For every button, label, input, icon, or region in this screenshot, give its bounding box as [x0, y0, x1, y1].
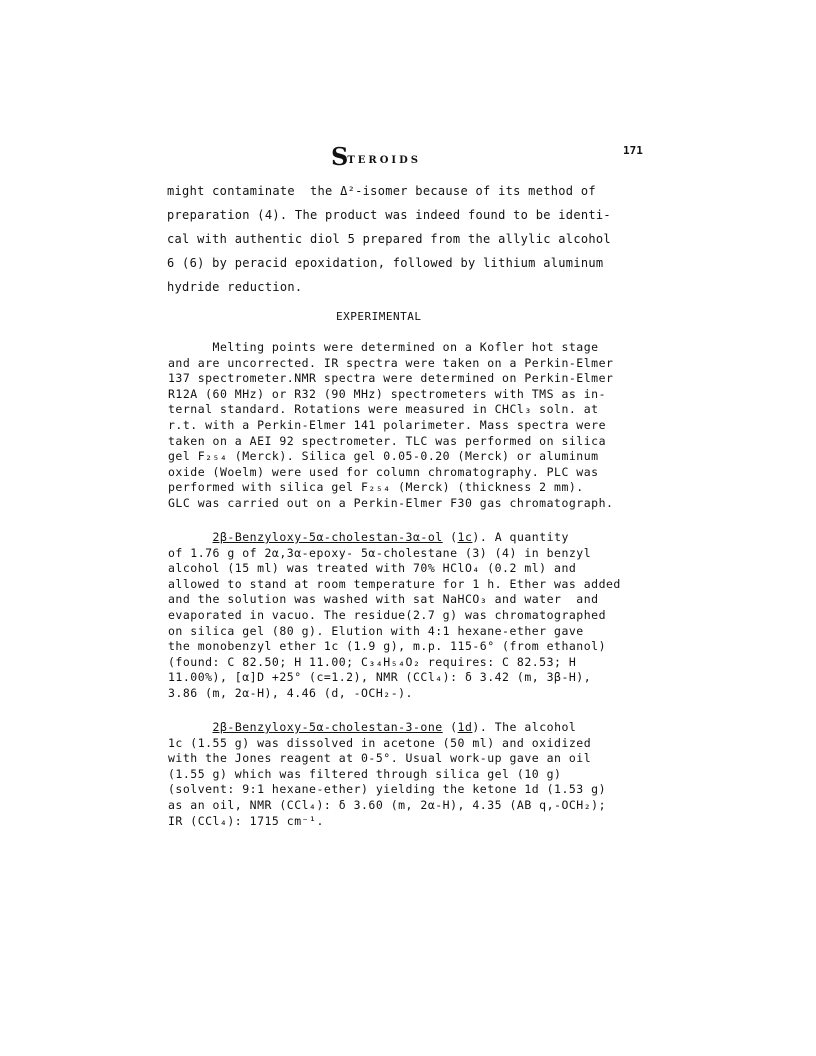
text-line: cal with authentic diol 5 prepared from the allylic alcohol	[167, 232, 611, 246]
journal-logo-rest: TEROIDS	[347, 155, 421, 166]
text-line: of 1.76 g of 2α,3α-epoxy- 5α-cholestane (3) (4) in benzyl	[168, 545, 592, 560]
intro-paragraph	[167, 184, 647, 304]
text-line: oxide (Woelm) were used for column chromatography. PLC was	[168, 464, 599, 479]
compound-1d-paragraph	[168, 720, 658, 829]
text-line: 11.00%), [α]D +25° (c=1.2), NMR (CCl₄): δ 3.42 (m, 3β-H),	[168, 670, 592, 685]
paragraph-lead: The alcohol	[494, 720, 577, 734]
text-line: the monobenzyl ether 1c (1.9 g), m.p. 115-6° (from ethanol)	[168, 639, 606, 654]
text-line: with the Jones reagent at 0-5°. Usual work-up gave an oil	[168, 751, 592, 766]
section-heading: EXPERIMENTAL	[336, 310, 422, 323]
text-line: R12A (60 MHz) or R32 (90 MHz) spectrometers with TMS as in-	[168, 386, 606, 401]
compound-1c-paragraph	[168, 530, 658, 702]
text-line: 6 (6) by peracid epoxidation, followed by lithium aluminum	[167, 256, 604, 270]
text-line: hydride reduction.	[167, 280, 303, 294]
text-line: might contaminate the Δ²-isomer because of its method of	[167, 184, 596, 198]
text-line: as an oil, NMR (CCl₄): δ 3.60 (m, 2α-H), 4.35 (AB q,-OCH₂);	[168, 797, 606, 812]
methods-paragraph	[168, 340, 658, 512]
text-line: (1.55 g) which was filtered through silica gel (10 g)	[168, 766, 562, 781]
text-line: (found: C 82.50; H 11.00; C₃₄H₅₄O₂ requires: C 82.53; H	[168, 654, 577, 669]
journal-logo-initial: S	[331, 142, 348, 171]
text-line: and the solution was washed with sat NaHCO₃ and water and	[168, 592, 599, 607]
text-line: IR (CCl₄): 1715 cm⁻¹.	[168, 813, 324, 828]
text-line: gel F₂₅₄ (Merck). Silica gel 0.05-0.20 (Merck) or aluminum	[168, 449, 599, 464]
text-line: Melting points were determined on a Kofler hot stage	[168, 340, 599, 354]
text-line: (solvent: 9:1 hexane-ether) yielding the ketone 1d (1.53 g)	[168, 782, 606, 797]
journal-logo	[331, 142, 481, 171]
text-line: r.t. with a Perkin-Elmer 141 polarimeter. Mass spectra were	[168, 417, 606, 432]
text-line: allowed to stand at room temperature for 1 h. Ether was added	[168, 576, 621, 591]
compound-title-line: 2β-Benzyloxy-5α-cholestan-3α-ol (1c). A quantity	[212, 530, 569, 544]
compound-title: 2β-Benzyloxy-5α-cholestan-3-one	[212, 720, 443, 734]
text-line: preparation (4). The product was indeed found to be identi-	[167, 208, 611, 222]
compound-label: 1d	[457, 720, 473, 734]
text-line: 3.86 (m, 2α-H), 4.46 (d, -OCH₂-).	[168, 685, 413, 700]
paragraph-lead: A quantity	[494, 530, 569, 544]
compound-label: 1c	[457, 530, 473, 544]
text-line: taken on a AEI 92 spectrometer. TLC was performed on silica	[168, 433, 606, 448]
compound-title-line: 2β-Benzyloxy-5α-cholestan-3-one (1d). The alcohol	[212, 720, 577, 734]
text-line: on silica gel (80 g). Elution with 4:1 hexane-ether gave	[168, 623, 584, 638]
text-line: alcohol (15 ml) was treated with 70% HClO₄ (0.2 ml) and	[168, 561, 577, 576]
text-line: 137 spectrometer.NMR spectra were determined on Perkin-Elmer	[168, 371, 614, 386]
text-line: evaporated in vacuo. The residue(2.7 g) was chromatographed	[168, 607, 606, 622]
text-line: 1c (1.55 g) was dissolved in acetone (50 ml) and oxidized	[168, 735, 592, 750]
text-line: GLC was carried out on a Perkin-Elmer F30 gas chromatograph.	[168, 495, 614, 510]
text-line: performed with silica gel F₂₅₄ (Merck) (thickness 2 mm).	[168, 480, 584, 495]
page-number: 171	[623, 144, 643, 157]
text-line: ternal standard. Rotations were measured in CHCl₃ soln. at	[168, 402, 599, 417]
compound-title: 2β-Benzyloxy-5α-cholestan-3α-ol	[212, 530, 443, 544]
text-line: and are uncorrected. IR spectra were taken on a Perkin-Elmer	[168, 355, 614, 370]
